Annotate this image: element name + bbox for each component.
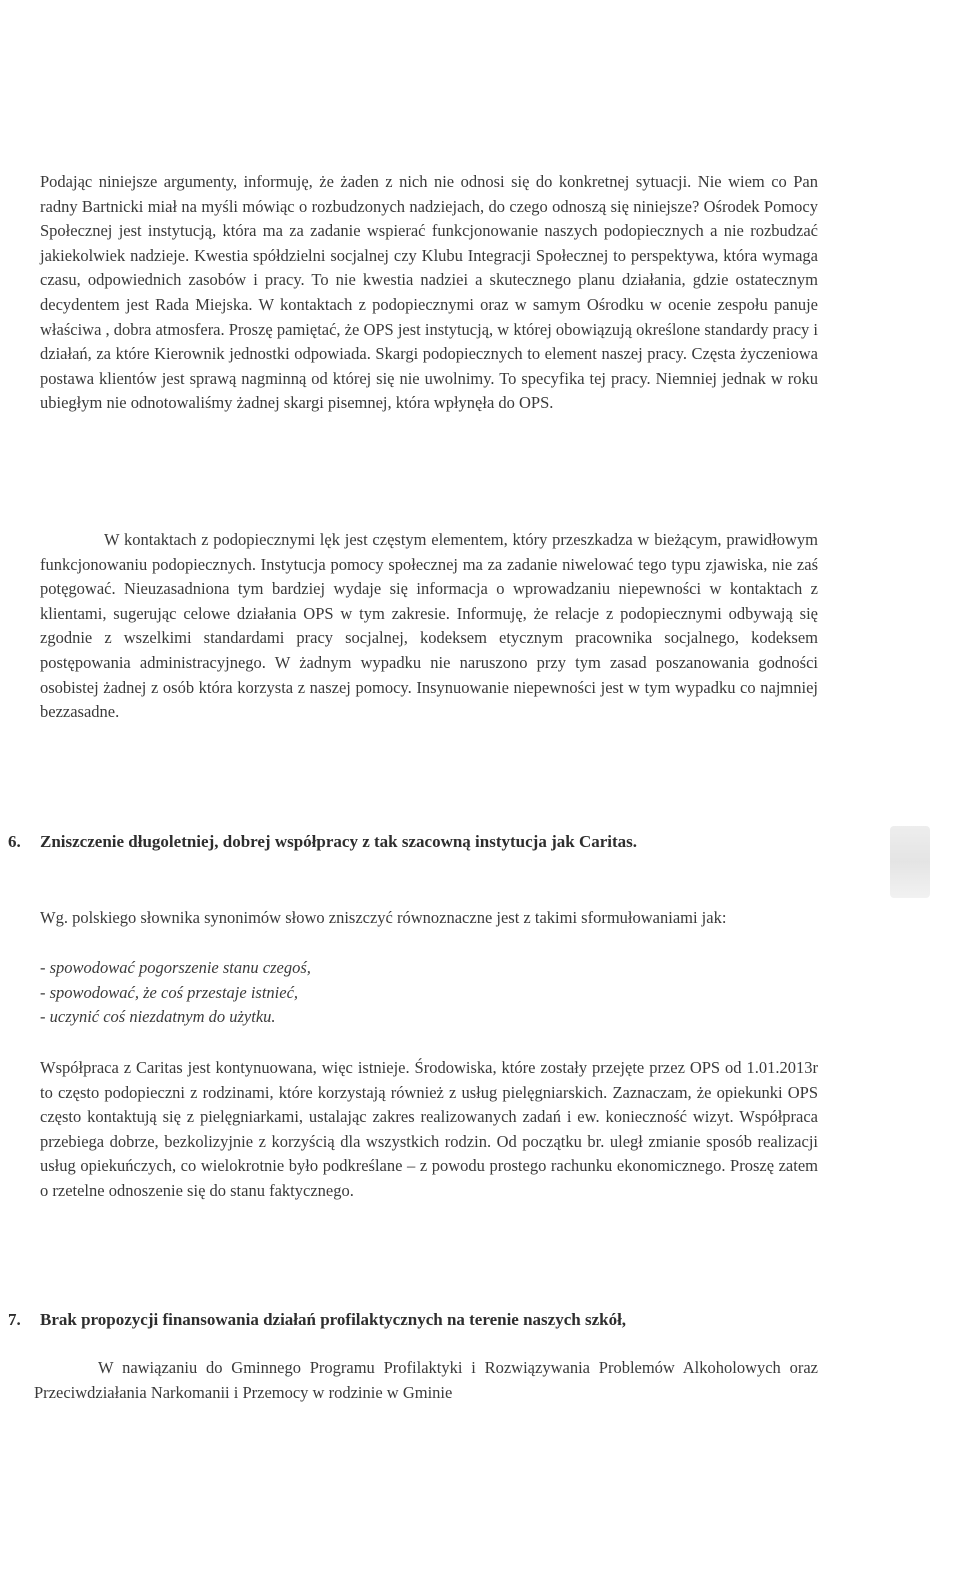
section-6-intro: Wg. polskiego słownika synonimów słowo zniszczyć równoznaczne jest z takimi sformułowaniami jak:	[40, 908, 727, 927]
scan-smudge	[890, 826, 930, 898]
section-7-heading	[8, 1308, 818, 1332]
synonym-list	[40, 956, 818, 1030]
section-6-number: 6.	[8, 832, 21, 851]
paragraph-arguments: Podając niniejsze argumenty, informuję, że żaden z nich nie odnosi się do konkretnej sytuacji. Nie wiem co Pan radny Bartnicki miał na myśli mówiąc o rozbudzonych nadziejach, do czego odnoszą się niniejsze? Ośrodek Pomocy Społecznej jest instytucją, która ma za zadanie wspierać funkcjonowanie naszych podopiecznych a nie rozbudzać jakiekolwiek nadzieje. Kwestia spółdzielni socjalnej czy Klubu Integracji Społecznej to perspektywa, która wymaga czasu, odpowiednich zasobów i pracy. To nie kwestia nadziei a skutecznego planu działania, gdzie ostatecznym decydentem jest Rada Miejska. W kontaktach z podopiecznymi oraz w samym Ośrodku w ocenie zespołu panuje właściwa , dobra atmosfera. Proszę pamiętać, że OPS jest instytucją, w której obowiązują określone standardy pracy i działań, za które Kierownik jednostki odpowiada. Skargi podopiecznych to element naszej pracy. Częsta życzeniowa postawa klientów jest sprawą nagminną od której się nie uwolnimy. To specyfika tej pracy. Niemniej jednak w roku ubiegłym nie odnotowaliśmy żadnej skargi pisemnej, która wpłynęła do OPS.	[40, 172, 819, 413]
section-6-heading	[8, 830, 818, 854]
section-6-title: Zniszczenie długoletniej, dobrej współpracy z tak szacowną instytucja jak Caritas.	[40, 832, 638, 851]
paragraph-fear: W kontaktach z podopiecznymi lęk jest częstym elementem, który przeszkadza w bieżącym, prawidłowym funkcjonowaniu podopiecznych. Instytucja pomocy społecznej ma za zadanie niwelować tego typu zjawiska, nie zaś potęgować. Nieuzasadniona tym bardziej wydaje się informacja o wprowadzaniu niepewności w kontaktach z klientami, sugerując celowe działania OPS w tym zakresie. Informuję, że relacje z podopiecznymi odbywają się zgodnie z wszelkimi standardami pracy socjalnej, kodeksem etycznym pracownika socjalnego, kodeksem postępowania administracyjnego. W żadnym wypadku nie naruszono przy tym zasad poszanowania godności osobistej żadnej z osób która korzysta z naszej pomocy. Insynuowanie niepewności jest w tym wypadku co najmniej bezzasadne.	[40, 530, 818, 722]
section-7-number: 7.	[8, 1310, 21, 1329]
paragraph-prevention: W nawiązaniu do Gminnego Programu Profilaktyki i Rozwiązywania Problemów Alkoholowych oraz Przeciwdziałania Narkomanii i Przemocy w rodzinie w Gminie	[34, 1358, 818, 1402]
list-item: - spowodować pogorszenie stanu czegoś,	[40, 958, 311, 977]
list-item: - uczynić coś niezdatnym do użytku.	[40, 1007, 276, 1027]
section-7-title: Brak propozycji finansowania działań profilaktycznych na terenie naszych szkół,	[40, 1310, 627, 1329]
paragraph-caritas: Współpraca z Caritas jest kontynuowana, więc istnieje. Środowiska, które zostały przejęte przez OPS od 1.01.2013r to często podopieczni z rodzinami, które korzystają również z usług pielęgniarskich. Zaznaczam, że opiekunki OPS często kontaktują się z pielęgniarkami, ustalając zakres realizowanych zadań i ew. konieczność wizyt. Współpraca przebiega dobrze, bezkolizyjnie z korzyścią dla wszystkich rodzin. Od początku br. uległ zmianie sposób realizacji usług opiekuńczych, co wielokrotnie było podkreślane – z powodu prostego rachunku ekonomicznego. Proszę zatem o rzetelne odnoszenie się do stanu faktycznego.	[40, 1058, 818, 1200]
list-item: - spowodować, że coś przestaje istnieć,	[40, 982, 299, 1002]
